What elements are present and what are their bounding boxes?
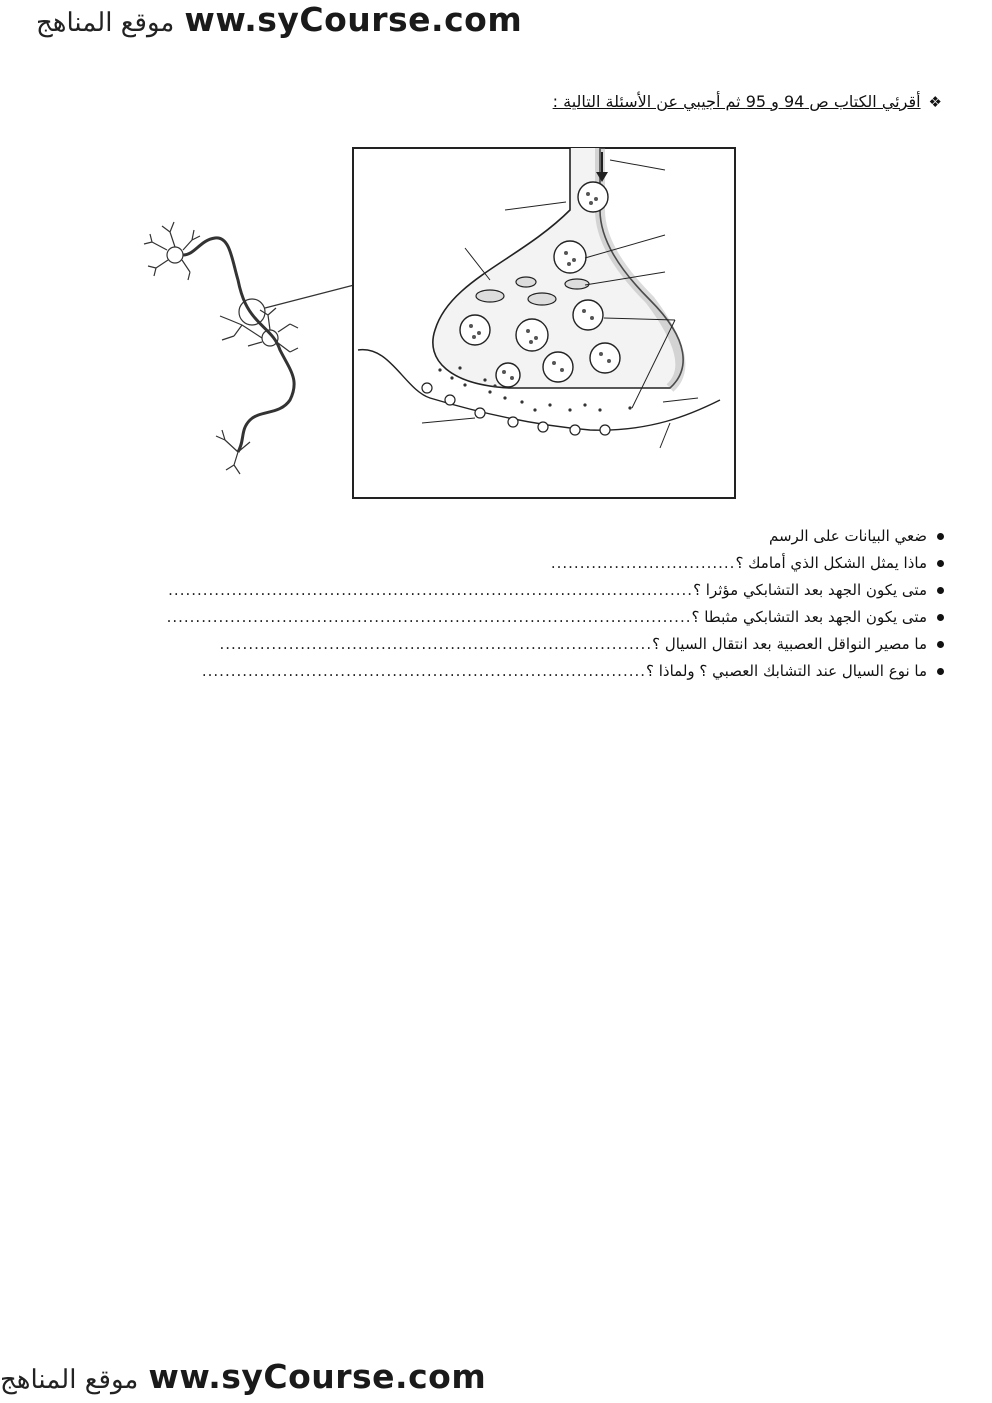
question-item	[74, 577, 944, 604]
answer-blank[interactable]: ...........................................................................................	[166, 608, 692, 626]
synapse-figure	[130, 140, 740, 505]
diamond-bullet-icon: ❖	[928, 92, 942, 111]
bullet-dot-icon	[937, 614, 944, 621]
watermark-arabic: موقع المناهج	[36, 8, 175, 38]
instruction-text: أقرئي الكتاب ص 94 و 95 ثم أجيبي عن الأسئلة التالية :	[552, 92, 921, 111]
question-text: متى يكون الجهد بعد التشابكي مؤثرا ؟	[693, 581, 927, 599]
question-text: متى يكون الجهد بعد التشابكي مثبطا ؟	[691, 608, 927, 626]
question-text: ما نوع السيال عند التشابك العصبي ؟ ولماذا ؟	[646, 662, 927, 680]
bullet-dot-icon	[937, 641, 944, 648]
question-text: ماذا يمثل الشكل الذي أمامك ؟	[735, 554, 927, 572]
watermark-top	[36, 0, 522, 39]
answer-blank[interactable]: ...........................................................................................	[168, 581, 694, 599]
instruction-heading	[553, 92, 942, 111]
question-text: ما مصير النواقل العصبية بعد انتقال السيال ؟	[652, 635, 927, 653]
bullet-dot-icon	[937, 587, 944, 594]
answer-blank[interactable]: .............................................................................	[201, 662, 647, 680]
bullet-dot-icon	[937, 668, 944, 675]
question-item	[74, 631, 944, 658]
watermark-arabic: موقع المناهج	[0, 1365, 139, 1395]
answer-blank[interactable]: ................................	[550, 554, 736, 572]
bullet-dot-icon	[937, 560, 944, 567]
question-item	[74, 523, 944, 550]
question-item	[74, 658, 944, 685]
bullet-dot-icon	[937, 533, 944, 540]
question-item	[74, 550, 944, 577]
watermark-url[interactable]: ww.syCourse.com	[184, 0, 523, 39]
answer-blank[interactable]: ...........................................................................	[219, 635, 653, 653]
watermark-url[interactable]: ww.syCourse.com	[148, 1357, 487, 1396]
question-text: ضعي البيانات على الرسم	[769, 527, 927, 545]
neuron-sketch	[144, 222, 358, 474]
question-item	[74, 604, 944, 631]
synapse-box	[353, 148, 735, 498]
watermark-bottom	[0, 1357, 486, 1396]
question-list	[74, 523, 944, 685]
